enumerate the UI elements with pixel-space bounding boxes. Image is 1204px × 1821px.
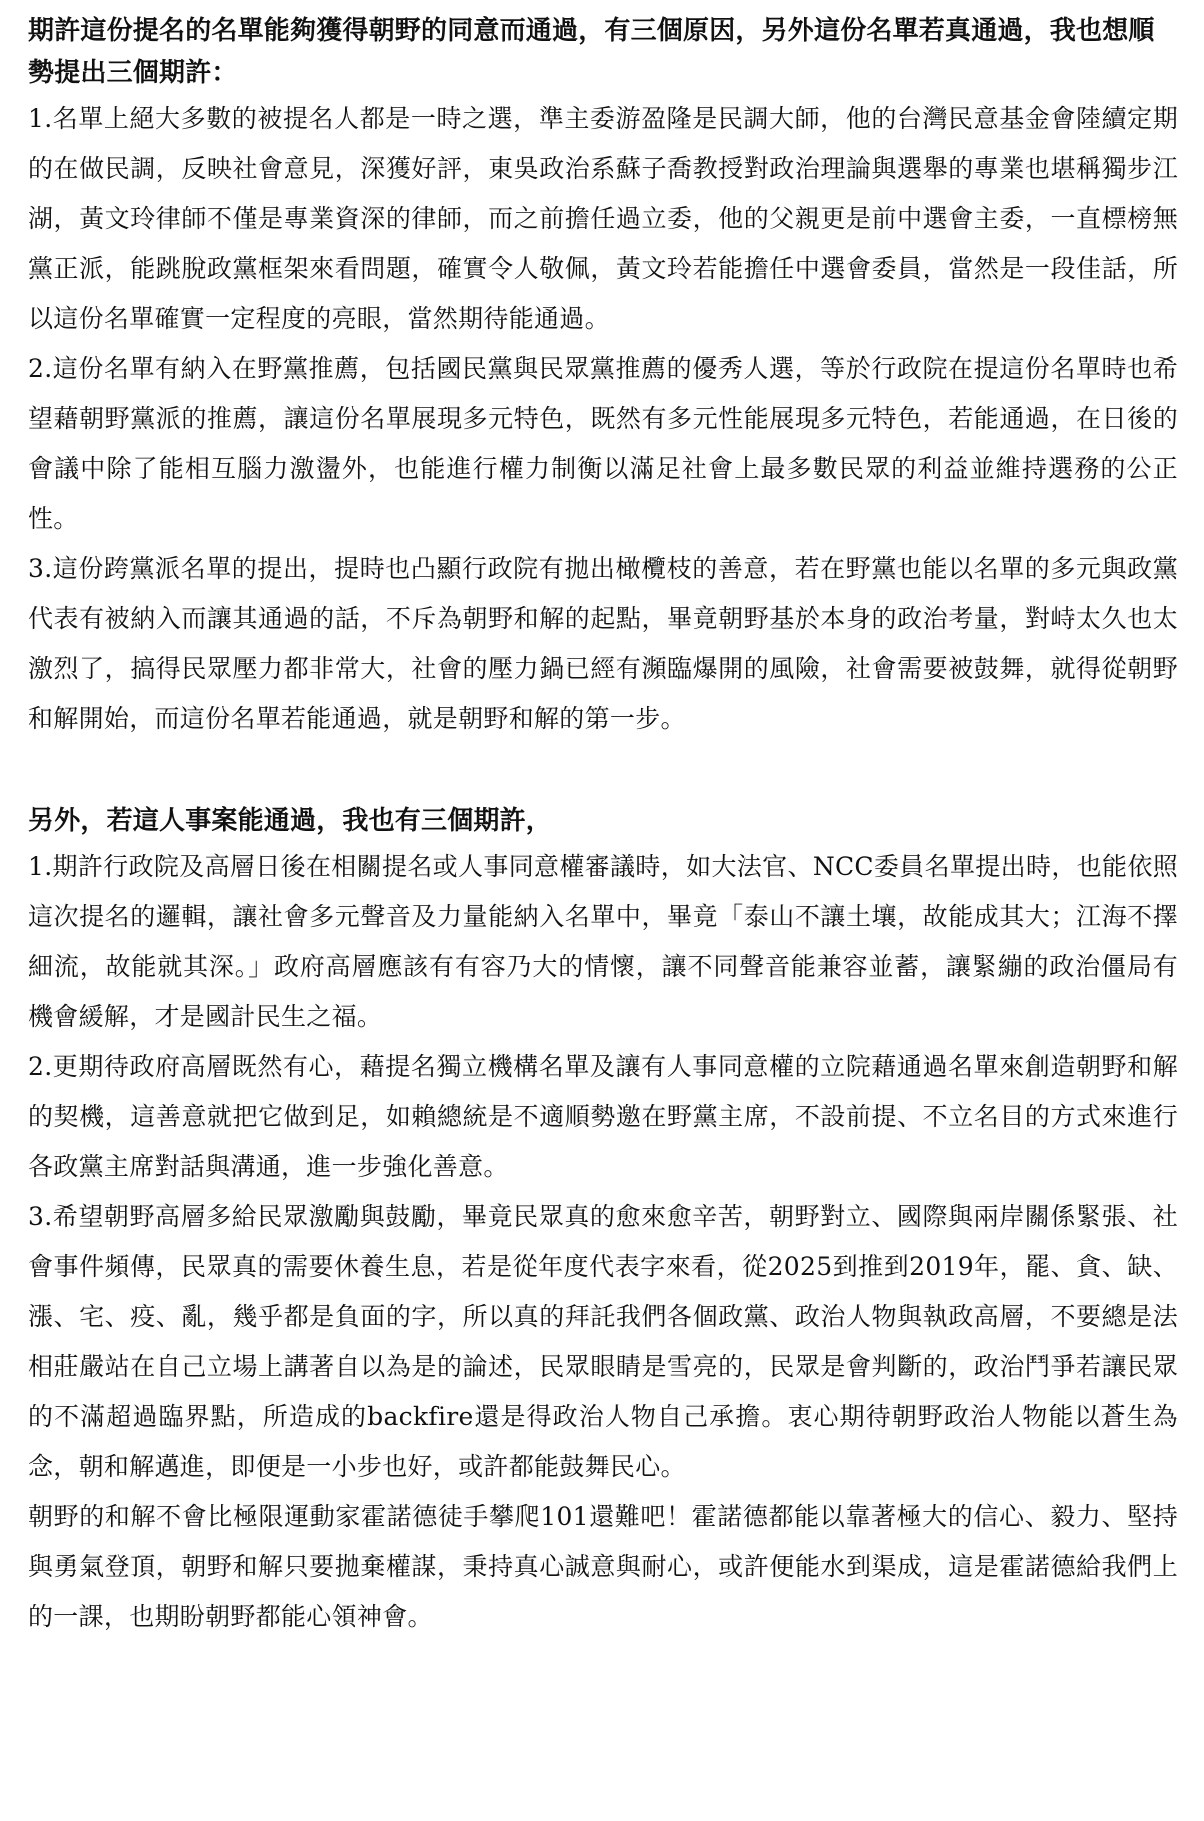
section-reasons [28, 10, 1178, 744]
section-expectations-heading: 另外，若這人事案能通過，我也有三個期許， [28, 806, 553, 836]
document-page [28, 10, 1178, 1815]
expectation-paragraph-2: 2.更期待政府高層既然有心，藉提名獨立機構名單及讓有人事同意權的立院藉通過名單來創造朝野和解的契機，這善意就把它做到足，如賴總統是不適順勢邀在野黨主席，不設前提、不立名目的方式來進行各政黨主席對話與溝通，進一步強化善意。 [28, 1052, 1178, 1181]
section-gap [28, 744, 1178, 794]
section-reasons-heading: 期許這份提名的名單能夠獲得朝野的同意而通過，有三個原因，另外這份名單若真通過，我也想順勢提出三個期許： [28, 16, 1155, 88]
reason-paragraph-2: 2.這份名單有納入在野黨推薦，包括國民黨與民眾黨推薦的優秀人選，等於行政院在提這份名單時也希望藉朝野黨派的推薦，讓這份名單展現多元特色，既然有多元性能展現多元特色，若能通過，在日後的會議中除了能相互腦力激盪外，也能進行權力制衡以滿足社會上最多數民眾的利益並維持選務的公正性。 [28, 354, 1178, 533]
expectation-paragraph-3: 3.希望朝野高層多給民眾激勵與鼓勵，畢竟民眾真的愈來愈辛苦，朝野對立、國際與兩岸關係緊張、社會事件頻傳，民眾真的需要休養生息，若是從年度代表字來看，從2025到推到2019年，罷、貪、缺、漲、宅、疫、亂，幾乎都是負面的字，所以真的拜託我們各個政黨、政治人物與執政高層，不要總是法相莊嚴站在自己立場上講著自以為是的論述，民眾眼睛是雪亮的，民眾是會判斷的，政治鬥爭若讓民眾的不滿超過臨界點，所造成的backfire還是得政治人物自己承擔。衷心期待朝野政治人物能以蒼生為念，朝和解邁進，即便是一小步也好，或許都能鼓舞民心。 [28, 1202, 1178, 1481]
reason-paragraph-1: 1.名單上絕大多數的被提名人都是一時之選，準主委游盈隆是民調大師，他的台灣民意基金會陸續定期的在做民調，反映社會意見，深獲好評，東吳政治系蘇子喬教授對政治理論與選舉的專業也堪稱獨步江湖，黃文玲律師不僅是專業資深的律師，而之前擔任過立委，他的父親更是前中選會主委，一直標榜無黨正派，能跳脫政黨框架來看問題，確實令人敬佩，黃文玲若能擔任中選會委員，當然是一段佳話，所以這份名單確實一定程度的亮眼，當然期待能通過。 [28, 104, 1178, 333]
reason-paragraph-3: 3.這份跨黨派名單的提出，提時也凸顯行政院有拋出橄欖枝的善意，若在野黨也能以名單的多元與政黨代表有被納入而讓其通過的話，不斥為朝野和解的起點，畢竟朝野基於本身的政治考量，對峙太久也太激烈了，搞得民眾壓力都非常大，社會的壓力鍋已經有瀕臨爆開的風險，社會需要被鼓舞，就得從朝野和解開始，而這份名單若能通過，就是朝野和解的第一步。 [28, 554, 1178, 733]
section-expectations [28, 800, 1178, 1642]
expectation-paragraph-1: 1.期許行政院及高層日後在相關提名或人事同意權審議時，如大法官、NCC委員名單提出時，也能依照這次提名的邏輯，讓社會多元聲音及力量能納入名單中，畢竟「泰山不讓土壤，故能成其大；江海不擇細流，故能就其深。」政府高層應該有有容乃大的情懷，讓不同聲音能兼容並蓄，讓緊繃的政治僵局有機會緩解，才是國計民生之福。 [28, 852, 1178, 1031]
closing-paragraph: 朝野的和解不會比極限運動家霍諾德徒手攀爬101還難吧！霍諾德都能以靠著極大的信心、毅力、堅持與勇氣登頂，朝野和解只要拋棄權謀，秉持真心誠意與耐心，或許便能水到渠成，這是霍諾德給我們上的一課，也期盼朝野都能心領神會。 [28, 1502, 1178, 1631]
